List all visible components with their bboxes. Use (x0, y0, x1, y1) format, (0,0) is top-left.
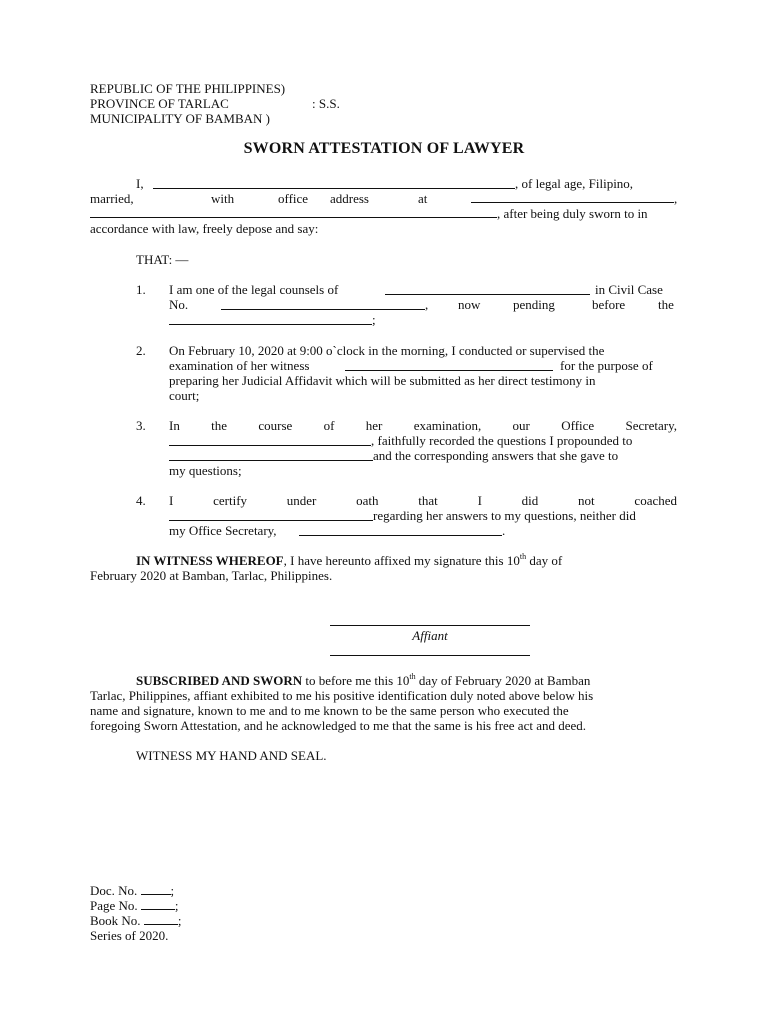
item-3-number: 3. (136, 418, 146, 433)
item-2-text-b1: examination of her witness (169, 358, 310, 373)
intro-office: office (278, 191, 309, 206)
caption-province-label: PROVINCE OF TARLAC (90, 96, 229, 111)
page-no-blank[interactable] (141, 898, 175, 910)
book-no-end: ; (177, 913, 182, 928)
civil-case-no-blank[interactable] (221, 298, 425, 310)
item-1-now: now (458, 297, 481, 312)
item-1-text-b: in Civil Case (595, 282, 663, 297)
item-1-pending: pending (513, 297, 555, 312)
item-2-text-b2: for the purpose of (560, 358, 653, 373)
item-2-text-d: court; (169, 388, 200, 403)
court-blank[interactable] (169, 313, 372, 325)
witness-whereof-text-1: , I have hereunto affixed my signature this 10 (283, 553, 520, 568)
caption-republic: REPUBLIC OF THE PHILIPPINES) (90, 81, 286, 96)
intro-comma: , (674, 191, 678, 206)
item-1-no: No. (169, 297, 189, 312)
intro-after-sworn: , after being duly sworn to in (497, 206, 648, 221)
subscribed-line-3: name and signature, known to me and to me known to be the same person who executed the (90, 703, 569, 718)
affiant-label: Affiant (412, 628, 448, 643)
page-no-label: Page No. (90, 898, 138, 913)
address-blank-1[interactable] (471, 191, 674, 203)
document-title: SWORN ATTESTATION OF LAWYER (243, 140, 525, 157)
affiant-signature-line[interactable] (330, 625, 530, 626)
coached-person-blank[interactable] (169, 509, 373, 521)
intro-legal-age: , of legal age, Filipino, (515, 176, 634, 191)
page-no-line (90, 898, 179, 913)
witness-whereof-paragraph (136, 553, 562, 568)
item-2-text-c: preparing her Judicial Affidavit which will be submitted as her direct testimony in (169, 373, 596, 388)
intro-at: at (418, 191, 428, 206)
item-2-text-a: On February 10, 2020 at 9:00 o`clock in the morning, I conducted or supervised the (169, 343, 605, 358)
caption-ss: : S.S. (312, 96, 340, 111)
item-1-the: the (658, 297, 674, 312)
item-4-number: 4. (136, 493, 146, 508)
name-blank[interactable] (153, 177, 515, 189)
legal-counsels-of-blank[interactable] (385, 283, 590, 295)
item-4-text-b: regarding her answers to my questions, neither did (373, 508, 636, 523)
item-1-text-a: I am one of the legal counsels of (169, 282, 339, 297)
witness-whereof-line-2: February 2020 at Bamban, Tarlac, Philippines. (90, 568, 333, 583)
propounded-to-blank[interactable] (169, 449, 373, 461)
intro-accordance: accordance with law, freely depose and say: (90, 221, 319, 236)
caption-province (90, 96, 229, 111)
doc-no-blank[interactable] (141, 883, 171, 895)
subscribed-text-1: to before me this 10 (302, 673, 410, 688)
intro-address: address (330, 191, 369, 206)
witness-whereof-sup: th (519, 551, 527, 561)
doc-no-label: Doc. No. (90, 883, 138, 898)
subscribed-line-2: Tarlac, Philippines, affiant exhibited to me his positive identification duly noted above below his (90, 688, 594, 703)
series-line: Series of 2020. (90, 928, 169, 943)
doc-no-end: ; (170, 883, 175, 898)
page-no-end: ; (174, 898, 179, 913)
item-3-text-d: my questions; (169, 463, 242, 478)
doc-no-line (90, 883, 174, 898)
item-3-text-a: In the course of her examination, our Office Secretary, (169, 418, 677, 433)
item-4-text-c1: my Office Secretary, (169, 523, 277, 538)
intro-with: with (211, 191, 235, 206)
subscribed-sup: th (409, 671, 416, 681)
subscribed-bold: SUBSCRIBED AND SWORN (136, 673, 303, 688)
intro-i: I, (136, 176, 144, 191)
item-2-number: 2. (136, 343, 146, 358)
witness-whereof-text-2: day of (526, 553, 563, 568)
book-no-label: Book No. (90, 913, 141, 928)
witness-whereof-bold: IN WITNESS WHEREOF (136, 553, 284, 568)
that-heading: THAT: — (136, 252, 189, 267)
intro-married: married, (90, 191, 134, 206)
item-1-semicolon: ; (372, 312, 376, 327)
subscribed-paragraph (136, 673, 590, 688)
witness-name-blank[interactable] (345, 359, 553, 371)
item-1-comma: , (425, 297, 429, 312)
item-3-text-c: and the corresponding answers that she gave to (373, 448, 619, 463)
witness-hand-seal: WITNESS MY HAND AND SEAL. (136, 748, 327, 763)
item-3-text-b: , faithfully recorded the questions I propounded to (371, 433, 633, 448)
address-blank-2[interactable] (90, 206, 497, 218)
caption-municipality: MUNICIPALITY OF BAMBAN ) (90, 111, 270, 126)
item-1-number: 1. (136, 282, 146, 297)
item-4-text-a: I certify under oath that I did not coached (169, 493, 677, 508)
book-no-blank[interactable] (144, 913, 178, 925)
office-secretary-blank[interactable] (169, 434, 371, 446)
secretary-name-blank[interactable] (299, 524, 502, 536)
item-1-before: before (592, 297, 626, 312)
affiant-name-line[interactable] (330, 655, 530, 656)
subscribed-line-4: foregoing Sworn Attestation, and he acknowledged to me that the same is his free act and deed. (90, 718, 587, 733)
subscribed-text-2: day of February 2020 at Bamban (415, 673, 591, 688)
item-4-period: . (502, 523, 506, 538)
book-no-line (90, 913, 181, 928)
